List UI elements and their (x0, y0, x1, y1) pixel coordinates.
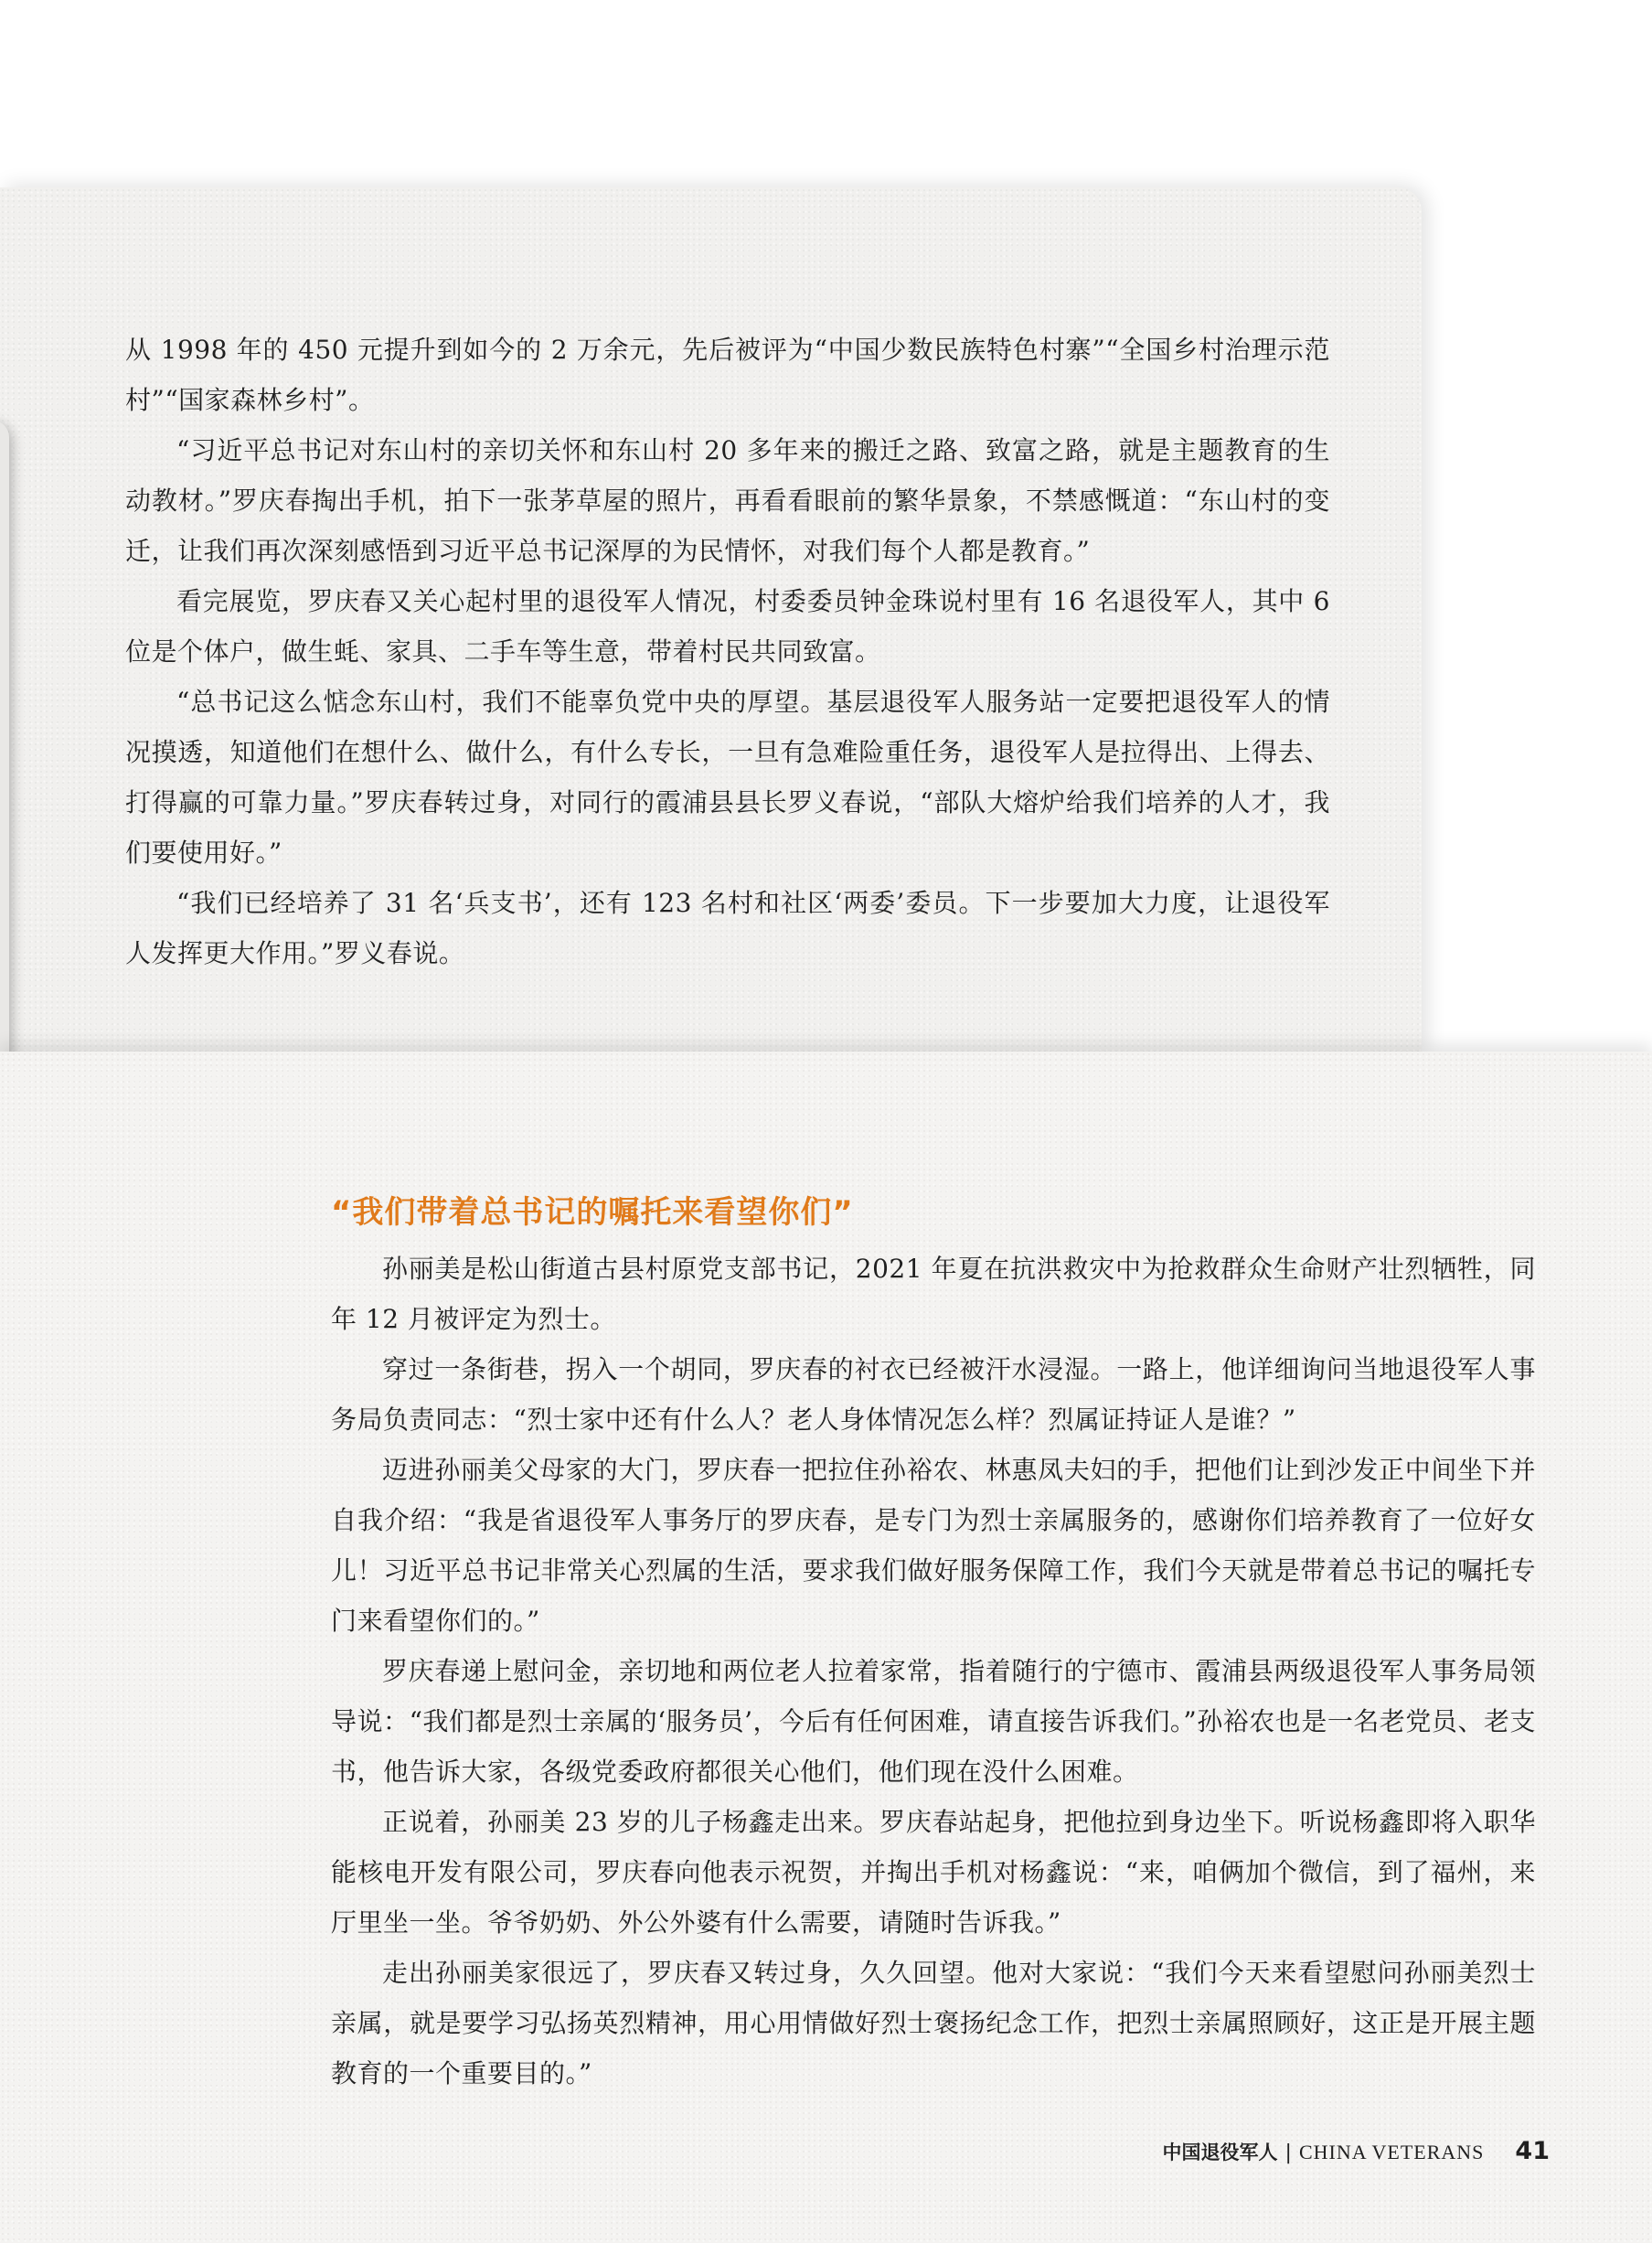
footer-separator: | (1284, 2142, 1292, 2164)
magazine-name-cn: 中国退役军人 (1162, 2142, 1278, 2163)
body-paragraph: 孙丽美是松山街道古县村原党支部书记，2021 年夏在抗洪救灾中为抢救群众生命财产壮烈牺牲，同年 12 月被评定为烈士。 (331, 1254, 1536, 1334)
body-paragraph: 迈进孙丽美父母家的大门，罗庆春一把拉住孙裕农、林惠凤夫妇的手，把他们让到沙发正中间坐下并自我介绍：“我是省退役军人事务厅的罗庆春，是专门为烈士亲属服务的，感谢你们培养教育了一位好女儿！习近平总书记非常关心烈属的生活，要求我们做好服务保障工作，我们今天就是带着总书记的嘱托专门来看望你们的。” (331, 1455, 1536, 1636)
page-number: 41 (1515, 2137, 1550, 2165)
section-heading: “我们带着总书记的嘱托来看望你们” (331, 1194, 854, 1231)
body-paragraph: 走出孙丽美家很远了，罗庆春又转过身，久久回望。他对大家说：“我们今天来看望慰问孙丽美烈士亲属，就是要学习弘扬英烈精神，用心用情做好烈士褒扬纪念工作，把烈士亲属照顾好，这正是开展主题教育的一个重要目的。” (331, 1958, 1536, 2088)
body-paragraph: 从 1998 年的 450 元提升到如今的 2 万余元，先后被评为“中国少数民族特色村寨”“全国乡村治理示范村”“国家森林乡村”。 (125, 335, 1330, 415)
left-edge-tab (0, 421, 9, 1143)
upper-text-column (125, 325, 1330, 978)
body-paragraph: 看完展览，罗庆春又关心起村里的退役军人情况，村委委员钟金珠说村里有 16 名退役军人，其中 6 位是个体户，做生蚝、家具、二手车等生意，带着村民共同致富。 (125, 586, 1330, 667)
magazine-name-en: CHINA VETERANS (1298, 2141, 1485, 2163)
body-paragraph: 正说着，孙丽美 23 岁的儿子杨鑫走出来。罗庆春站起身，把他拉到身边坐下。听说杨鑫即将入职华能核电开发有限公司，罗庆春向他表示祝贺，并掏出手机对杨鑫说：“来，咱俩加个微信，到了福州，来厅里坐一坐。爷爷奶奶、外公外婆有什么需要，请随时告诉我。” (331, 1807, 1536, 1938)
body-paragraph: 罗庆春递上慰问金，亲切地和两位老人拉着家常，指着随行的宁德市、霞浦县两级退役军人事务局领导说：“我们都是烈士亲属的‘服务员’，今后有任何困难，请直接告诉我们。”孙裕农也是一名老党员、老支书，他告诉大家，各级党委政府都很关心他们，他们现在没什么困难。 (331, 1656, 1536, 1787)
body-paragraph: “我们已经培养了 31 名‘兵支书’，还有 123 名村和社区‘两委’委员。下一步要加大力度，让退役军人发挥更大作用。”罗义春说。 (125, 888, 1330, 968)
body-paragraph: “总书记这么惦念东山村，我们不能辜负党中央的厚望。基层退役军人服务站一定要把退役军人的情况摸透，知道他们在想什么、做什么，有什么专长，一旦有急难险重任务，退役军人是拉得出、上得去、打得赢的可靠力量。”罗庆春转过身，对同行的霞浦县县长罗义春说，“部队大熔炉给我们培养的人才，我们要使用好。” (125, 687, 1330, 868)
page-footer (1163, 2137, 1550, 2165)
body-paragraph: “习近平总书记对东山村的亲切关怀和东山村 20 多年来的搬迁之路、致富之路，就是主题教育的生动教材。”罗庆春掏出手机，拍下一张茅草屋的照片，再看看眼前的繁华景象，不禁感慨道：“东山村的变迁，让我们再次深刻感悟到习近平总书记深厚的为民情怀，对我们每个人都是教育。” (125, 435, 1330, 566)
lower-text-column (331, 1244, 1536, 2099)
body-paragraph: 穿过一条街巷，拐入一个胡同，罗庆春的衬衣已经被汗水浸湿。一路上，他详细询问当地退役军人事务局负责同志：“烈士家中还有什么人？老人身体情况怎么样？烈属证持证人是谁？” (331, 1354, 1536, 1435)
